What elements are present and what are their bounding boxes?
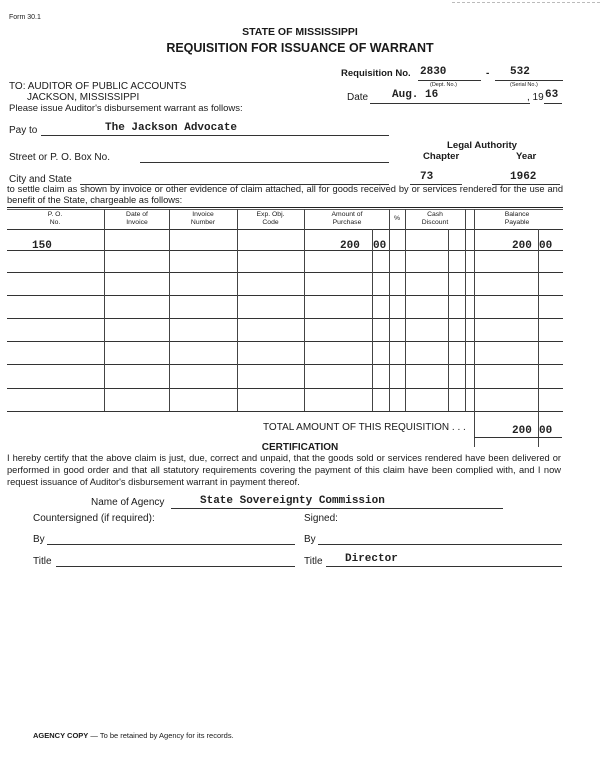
title-line-right [326, 566, 562, 567]
agency-copy-text: — To be retained by Agency for its records. [88, 731, 234, 740]
agency-line [171, 508, 503, 509]
addressee-line2: JACKSON, MISSISSIPPI [27, 92, 140, 103]
street-label: Street or P. O. Box No. [9, 152, 110, 163]
state-heading: STATE OF MISSISSIPPI [242, 26, 358, 38]
form-number: Form 30.1 [9, 14, 41, 21]
row-rule [7, 364, 563, 365]
row1-amount-cents: 00 [373, 240, 387, 252]
legal-year-value: 1962 [510, 171, 537, 183]
footer-note [33, 731, 234, 740]
row-rule [7, 295, 563, 296]
col-divider [389, 209, 390, 411]
col-divider [465, 209, 466, 411]
cents-divider [448, 229, 449, 411]
street-line [140, 162, 389, 163]
col-header-exp-obj: Exp. Obj. Code [256, 211, 285, 226]
col-divider [474, 209, 475, 447]
serial-no-caption: (Serial No.) [510, 82, 538, 88]
cents-divider [538, 229, 539, 447]
year-value: 63 [545, 89, 559, 101]
table-top-rule [7, 207, 563, 208]
col-header-percent: % [393, 215, 401, 222]
city-label: City and State [9, 174, 72, 185]
by-line-right [318, 544, 562, 545]
row1-po: 150 [32, 240, 52, 252]
date-label: Date [347, 92, 369, 103]
col-divider [405, 209, 406, 411]
col-divider [304, 209, 305, 411]
pay-to-label: Pay to [9, 125, 38, 136]
certification-text: I hereby certify that the above claim is just, due, correct and unpaid, that the goods sold or services rendered have been delivered or performed in good order and that all statutory requirements covering the payment of this claim have been complied with, and I now request issuance of Auditor's disbursement warrant in payment thereof. [7, 453, 561, 487]
pay-to-line [41, 135, 389, 136]
dept-no-line [418, 80, 481, 81]
year-prefix: , 19 [527, 92, 544, 103]
pay-to-value: The Jackson Advocate [105, 122, 238, 134]
col-header-balance: Balance Payable [504, 211, 530, 226]
row1-balance-dollars: 200 [512, 240, 532, 252]
legal-authority-title: Legal Authority [447, 140, 517, 151]
serial-no-value: 532 [510, 66, 530, 78]
by-label-left: By [33, 534, 45, 545]
requisition-dash: - [486, 68, 490, 79]
top-edge-dash [452, 2, 600, 3]
col-header-invoice-number: Invoice Number [190, 211, 216, 226]
title-label-right: Title [304, 556, 323, 567]
total-dollars: 200 [512, 425, 532, 437]
title-line-left [56, 566, 295, 567]
row-rule [7, 341, 563, 342]
serial-no-line [495, 80, 563, 81]
date-value: Aug. 16 [392, 89, 439, 101]
col-divider [237, 209, 238, 411]
total-cents: 00 [539, 425, 553, 437]
certification-title: CERTIFICATION [261, 442, 339, 453]
dept-no-value: 2830 [420, 66, 447, 78]
chapter-label: Chapter [423, 151, 460, 162]
countersigned-label: Countersigned (if required): [33, 513, 155, 524]
total-label: TOTAL AMOUNT OF THIS REQUISITION . . . [263, 422, 466, 433]
col-divider [169, 209, 170, 411]
col-header-date-invoice: Date of Invoice [126, 211, 148, 226]
signed-label: Signed: [304, 513, 338, 524]
chapter-value: 73 [420, 171, 434, 183]
row1-balance-cents: 00 [539, 240, 553, 252]
row-rule [7, 411, 563, 412]
dept-no-caption: (Dept. No.) [430, 82, 457, 88]
row-rule [7, 250, 563, 251]
instruction-text: Please issue Auditor's disbursement warrant as follows: [9, 103, 243, 114]
by-label-right: By [304, 534, 316, 545]
year-label: Year [516, 151, 537, 162]
col-header-cash-discount: Cash Discount [421, 211, 449, 226]
requisition-label: Requisition No. [341, 68, 411, 79]
col-header-po: P. O. No. [47, 211, 63, 226]
by-line-left [47, 544, 295, 545]
title-label-left: Title [33, 556, 52, 567]
row-rule [7, 272, 563, 273]
col-header-amount: Amount of Purchase [331, 211, 363, 226]
agency-label: Name of Agency [91, 497, 165, 508]
total-line [474, 437, 562, 438]
agency-copy-label: AGENCY COPY [33, 731, 89, 740]
form-title: REQUISITION FOR ISSUANCE OF WARRANT [166, 41, 434, 55]
header-bottom-rule [7, 229, 563, 230]
date-line [370, 103, 530, 104]
row1-amount-dollars: 200 [340, 240, 360, 252]
agency-value: State Sovereignty Commission [200, 495, 385, 507]
row-rule [7, 318, 563, 319]
table-top-rule-2 [7, 209, 563, 210]
col-divider [104, 209, 105, 411]
row-rule [7, 388, 563, 389]
year-line [544, 103, 562, 104]
settle-text: to settle claim as shown by invoice or other evidence of claim attached, all for goods received by or services rendered for the use and benefit of the State, chargeable as follows: [7, 184, 563, 205]
cents-divider [372, 229, 373, 411]
title-value-right: Director [345, 553, 398, 565]
addressee-line1: TO: AUDITOR OF PUBLIC ACCOUNTS [9, 81, 187, 92]
